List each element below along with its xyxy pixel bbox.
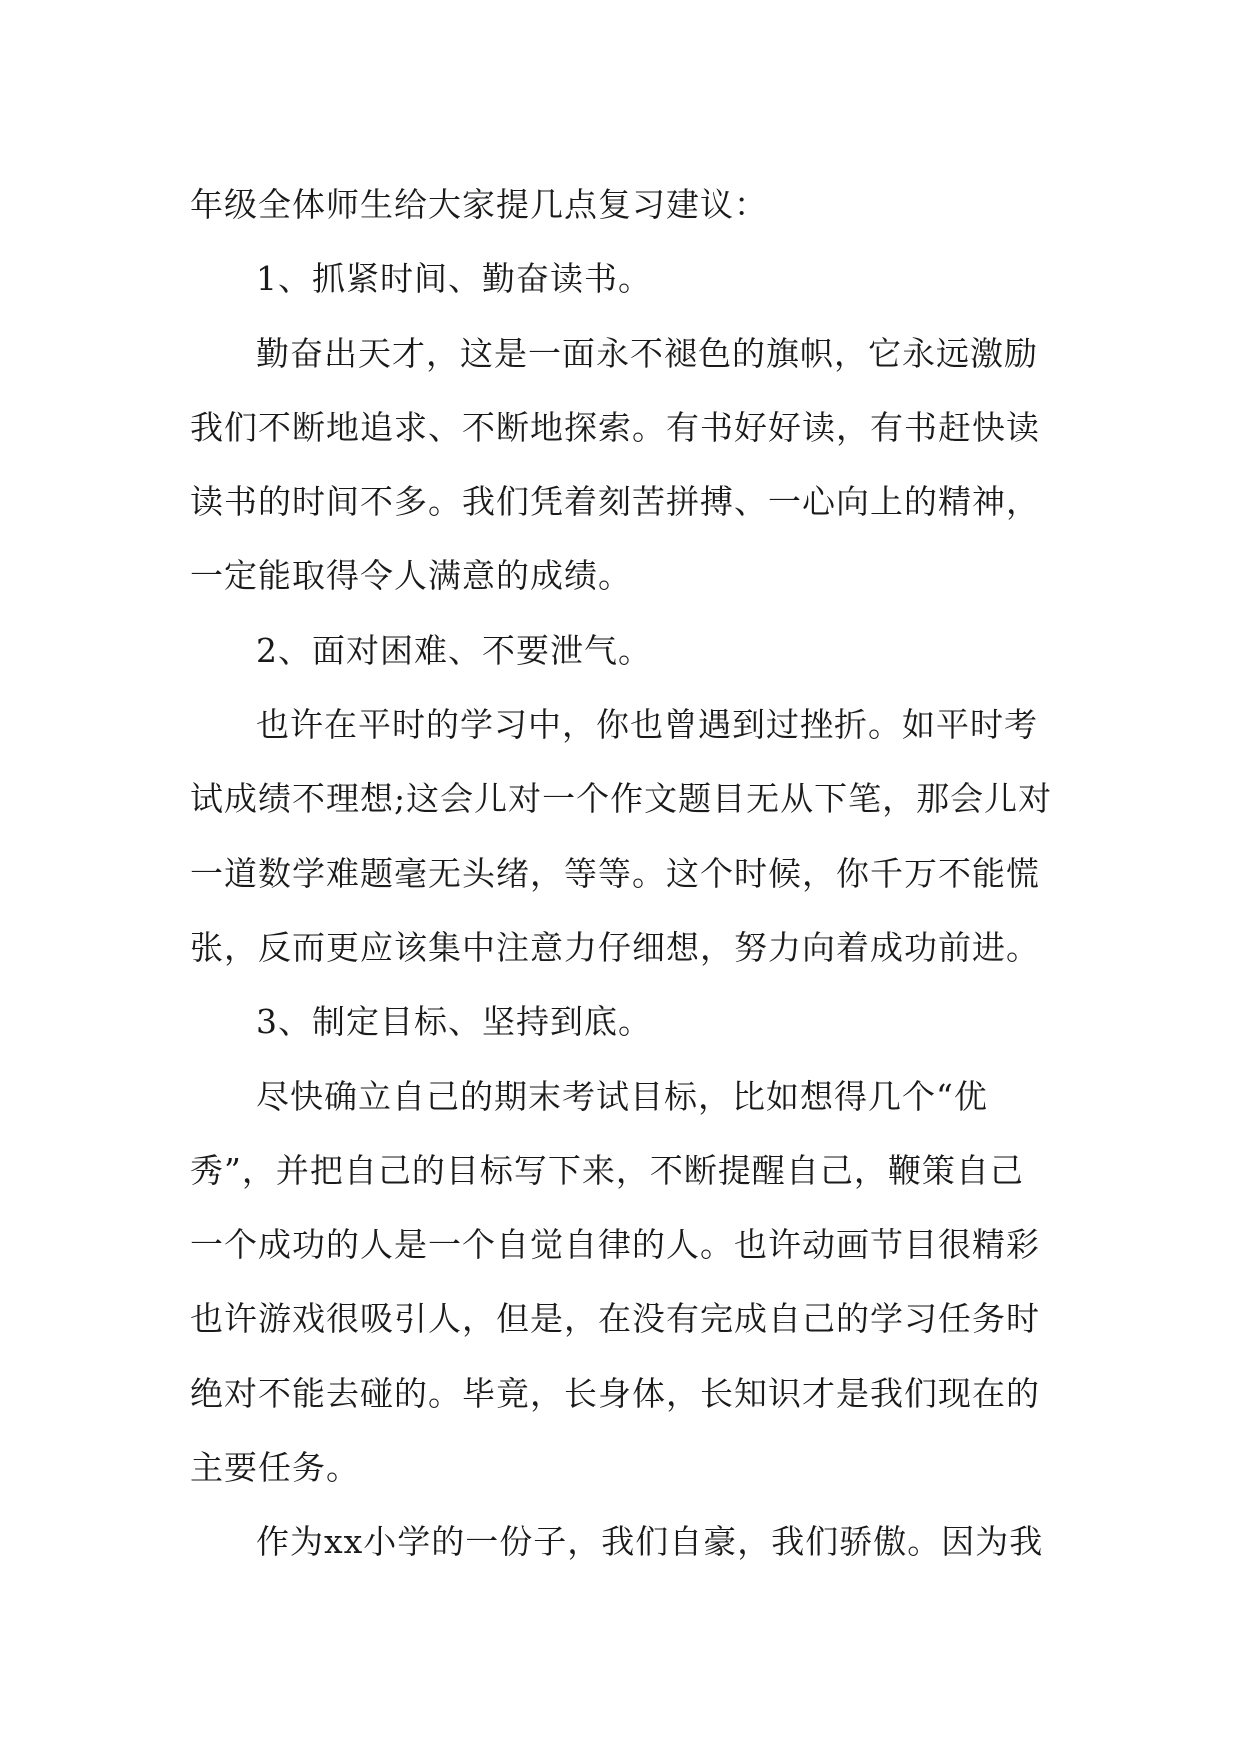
text-line: 也许在平时的学习中，你也曾遇到过挫折。如平时考: [256, 705, 1038, 745]
section-heading-1: 1、抓紧时间、勤奋读书。: [256, 259, 652, 299]
text-line: 绝对不能去碰的。毕竟，长身体，长知识才是我们现在的: [190, 1373, 1040, 1413]
text-line: 读书的时间不多。我们凭着刻苦拼搏、一心向上的精神，: [190, 482, 1040, 522]
text-line: 年级全体师生给大家提几点复习建议：: [190, 185, 768, 224]
section-heading-3: 3、制定目标、坚持到底。: [256, 1002, 652, 1042]
text-line: 主要任务。: [190, 1448, 360, 1488]
text-line: 尽快确立自己的期末考试目标，比如想得几个“优: [256, 1076, 988, 1116]
text-line: 也许游戏很吸引人，但是，在没有完成自己的学习任务时: [190, 1299, 1040, 1339]
text-line: 作为xx小学的一份子，我们自豪，我们骄傲。因为我: [256, 1522, 1044, 1562]
text-line: 勤奋出天才，这是一面永不褪色的旗帜，它永远激励: [256, 333, 1038, 373]
text-line: 张，反而更应该集中注意力仔细想，努力向着成功前进。: [190, 927, 1040, 967]
text-line: 我们不断地追求、不断地探索。有书好好读，有书赶快读: [190, 407, 1040, 447]
section-heading-2: 2、面对困难、不要泄气。: [256, 630, 652, 670]
document-body: [190, 168, 1060, 1580]
text-line: 试成绩不理想;这会儿对一个作文题目无从下笔，那会儿对: [190, 779, 1053, 819]
text-line: 一道数学难题毫无头绪，等等。这个时候，你千万不能慌: [190, 853, 1040, 893]
text-line: 一个成功的人是一个自觉自律的人。也许动画节目很精彩: [190, 1225, 1040, 1265]
text-line: 一定能取得令人满意的成绩。: [190, 556, 632, 596]
text-line: 秀”，并把自己的目标写下来，不断提醒自己，鞭策自己: [190, 1150, 1024, 1190]
